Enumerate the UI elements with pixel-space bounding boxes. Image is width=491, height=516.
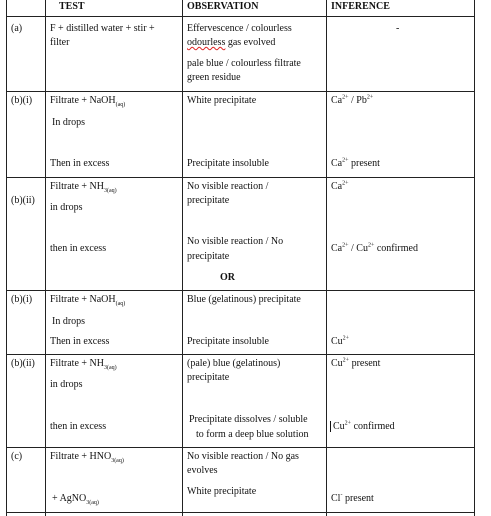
- test-text: In drops: [52, 117, 86, 128]
- row-label: (b)(i): [11, 95, 33, 106]
- inference-text: $Ca^{2+}$: [331, 180, 349, 192]
- test-text: + AgNO$_{3(aq)}$: [52, 493, 99, 506]
- row-label: (b)(i): [11, 294, 33, 305]
- row-label: (b)(ii): [11, 358, 35, 369]
- header-observation: OBSERVATION: [187, 1, 259, 12]
- observation-text: No visible reaction / No: [187, 236, 284, 247]
- column-border: [182, 0, 183, 516]
- inference-text: $Ca^{2+}$ present: [331, 157, 380, 169]
- row-border: [6, 16, 474, 17]
- inference-text: $Cu^{2+}$: [331, 335, 350, 347]
- observation-text: (pale) blue (gelatinous): [187, 358, 281, 369]
- test-text: in drops: [50, 202, 83, 213]
- observation-text: to form a deep blue solution: [196, 429, 309, 440]
- observation-text: Effervescence / colourless: [187, 23, 292, 34]
- test-text: Filtrate + $NH_{3(aq)}$: [50, 181, 117, 194]
- inference-text: Cl- present: [331, 492, 374, 504]
- header-inference: INFERENCE: [331, 1, 390, 12]
- row-border: [6, 512, 474, 513]
- column-border: [326, 0, 327, 516]
- row-border: [6, 447, 474, 448]
- observation-text: precipitate: [187, 195, 230, 206]
- observation-text: evolves: [187, 465, 218, 476]
- inference-text: $Cu^{2+}$ confirmed: [333, 420, 395, 432]
- test-text: Filtrate + NaOH$_{(aq)}$: [50, 95, 126, 108]
- inference-text: $Ca^{2+} / Pb^{2+}$: [331, 94, 374, 106]
- row-border: [6, 91, 474, 92]
- test-text: filter: [50, 37, 70, 48]
- observation-text: pale blue / colourless filtrate: [187, 58, 301, 69]
- observation-text: Blue (gelatinous) precipitate: [187, 294, 301, 305]
- column-border: [45, 0, 46, 516]
- observation-text: Precipitate dissolves / soluble: [189, 414, 308, 425]
- inference-text: $Ca^{2+} / Cu^{2+}$ confirmed: [331, 242, 418, 254]
- column-border: [6, 0, 7, 516]
- test-text: Then in excess: [50, 336, 110, 347]
- row-label: (b)(ii): [11, 195, 35, 206]
- test-text: Filtrate + $NH_{3(aq)}$: [50, 358, 117, 371]
- test-text: F + distilled water + stir +: [50, 23, 155, 34]
- observation-text: No visible reaction /: [187, 181, 269, 192]
- inference-text: -: [396, 23, 400, 34]
- observation-text: White precipitate: [187, 486, 257, 497]
- observation-text: Precipitate insoluble: [187, 158, 269, 169]
- row-border: [6, 290, 474, 291]
- test-text: Filtrate + NaOH$_{(aq)}$: [50, 294, 126, 307]
- column-border: [474, 0, 475, 516]
- row-label: (c): [11, 451, 23, 462]
- observation-text: precipitate: [187, 251, 230, 262]
- test-text: then in excess: [50, 243, 107, 254]
- row-border: [6, 177, 474, 178]
- or-separator: OR: [220, 272, 235, 283]
- observation-text: Precipitate insoluble: [187, 336, 269, 347]
- row-border: [6, 354, 474, 355]
- observation-text: White precipitate: [187, 95, 257, 106]
- test-text: In drops: [52, 316, 86, 327]
- header-test: TEST: [59, 1, 85, 12]
- test-text: in drops: [50, 379, 83, 390]
- text-cursor: [330, 421, 331, 432]
- test-text: Filtrate + $HNO_{3(aq)}$: [50, 451, 124, 464]
- observation-text: No visible reaction / No gas: [187, 451, 299, 462]
- test-text: Then in excess: [50, 158, 110, 169]
- inference-text: $Cu^{2+}$ present: [331, 357, 381, 369]
- row-label: (a): [11, 23, 23, 34]
- observation-text: green residue: [187, 72, 241, 83]
- observation-text: odourless gas evolved: [187, 37, 276, 48]
- test-text: then in excess: [50, 421, 107, 432]
- observation-text: precipitate: [187, 372, 230, 383]
